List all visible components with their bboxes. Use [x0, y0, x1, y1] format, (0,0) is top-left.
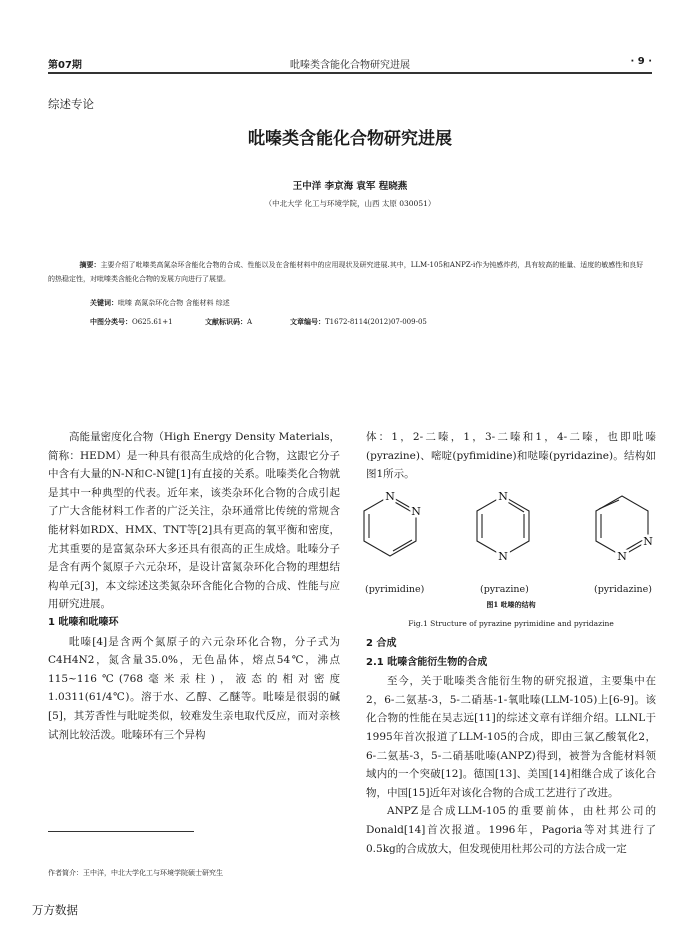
atom-label: N: [385, 490, 395, 503]
doc-code-label: 文献标识码：: [205, 317, 247, 326]
label-pyrazine: (pyrazine): [480, 584, 529, 595]
clc-value: O625.61+1: [132, 318, 173, 326]
atom-label: N: [617, 550, 627, 563]
authors: 王中洋 李京海 袁军 程晓燕: [292, 181, 408, 192]
abstract: [48, 258, 648, 286]
section-2-1-paragraph: 至今，关于吡嗪类含能衍生物的研究报道，主要集中在2，6-二氨基-3，5-二硝基-1-氧吡嗪(LLM-105)上[6-9]。该化合物的性能在吴志远[11]的综述文章有详细介绍。LLNL于1995年首次报道了LLM-105的合成，即由三氯乙酸氧化2，6-二氨基-3，5-二硝基吡嗪(ANPZ)得到，被誉为含能材料领域内的一个突破[12]。德国[13]、美国[14]相继合成了该化合物，中国[15]近年对该化合物的合成工艺进行了改进。: [366, 675, 656, 799]
section-1-paragraph: 吡嗪[4]是含两个氮原子的六元杂环化合物，分子式为C4H4N2，氮含量35.0%，无色晶体，熔点54℃，沸点115~116℃(768毫米汞柱)，液态的相对密度1.0311(61/4℃)。溶于水、乙醇、乙醚等。吡嗪是很弱的碱[5]，其芳香性与吡啶类似，较难发生亲电取代反应，而对亲核试剂比较活泼。吡嗪环有三个异构: [48, 635, 340, 741]
keywords: [90, 298, 230, 308]
column-name: 综述专论: [48, 97, 94, 111]
article-title: 吡嗪类含能化合物研究进展: [248, 129, 452, 149]
atom-label: N: [498, 490, 508, 503]
intro-paragraph: 高能量密度化合物（High Energy Density Materials，简称：HEDM）是一种具有很高生成焓的化合物，这跟它分子中含有大量的N-N和C-N键[1]有直接的关系。吡嗪类化合物就是其中一种典型的代表。近年来，该类杂环化合物的合成引起了广大含能材料工作者的广泛关注，杂环通常比传统的常规含能材料如RDX、HMX、TNT等[2]具有更高的氧平衡和密度，尤其重要的是富氮杂环大多还具有很高的正生成焓。吡嗪分子是含有两个氮原子六元杂环，是设计富氮杂环化合物的理想结构单元[3]，本文综述这类氮杂环含能化合物的合成、性能与应用研究进展。: [48, 431, 340, 611]
section-2-1-heading: 2.1 吡嗪含能衍生物的合成: [366, 656, 488, 668]
figure-caption-en: Fig.1 Structure of pyrazine pyrimidine and pyridazine: [408, 619, 614, 628]
clc-label: 中图分类号：: [90, 317, 132, 326]
pyrimidine-structure: [364, 496, 416, 556]
atom-label: N: [643, 535, 653, 548]
classification-line: [90, 317, 173, 327]
abstract-text: 主要介绍了吡嗪类高氮杂环含能化合物的合成、性能以及在含能材料中的应用现状及研究进展.其中，LLM-105和ANPZ-i作为钝感炸药，具有较高的能量、适度的敏感性和良好的热稳定性，对吡嗪类含能化合物的发展方向进行了展望。: [48, 261, 644, 283]
pyrazine-structure: [477, 496, 529, 556]
figure-1-structures: [358, 484, 658, 584]
right-column-body: [366, 635, 656, 858]
watermark: 万方数据: [32, 903, 78, 917]
issue-number: 第07期: [48, 60, 82, 71]
section-1-heading: 1 吡嗪和吡嗪环: [48, 616, 119, 628]
left-column: [48, 428, 340, 744]
pyridazine-structure: [596, 496, 648, 556]
document-code: [205, 317, 252, 327]
figure-caption-cn: 图1 吡嗪的结构: [486, 600, 536, 609]
keywords-text: 吡嗪 高氮杂环化合物 含能材料 综述: [118, 299, 230, 307]
article-no-value: T1672-8114(2012)07-009-05: [325, 318, 427, 326]
article-number: [290, 317, 427, 327]
anpz-paragraph: ANPZ是合成LLM-105的重要前体，由杜邦公司的Donald[14]首次报道。1996年，Pagoria等对其进行了0.5kg的合成放大，但发现使用杜邦公司的方法合成一定: [366, 805, 656, 855]
author-note: 作者简介：王中洋，中北大学化工与环境学院硕士研究生: [48, 869, 223, 877]
abstract-label: 摘要：: [79, 260, 101, 269]
isomer-paragraph: 体：1，2-二嗪，1，3-二嗪和1，4-二嗪，也即吡嗪(pyrazine)、嘧啶(pyfimidine)和哒嗪(pyridazine)。结构如图1所示。: [366, 431, 656, 481]
running-title: 吡嗪类含能化合物研究进展: [290, 60, 410, 71]
article-no-label: 文章编号：: [290, 317, 325, 326]
keywords-label: 关键词：: [90, 298, 118, 307]
affiliation: （中北大学 化工与环境学院，山西 太原 030051）: [264, 199, 436, 208]
page-number: · 9 ·: [630, 56, 652, 67]
footnote-rule: [48, 831, 194, 832]
label-pyrimidine: (pyrimidine): [365, 584, 425, 595]
atom-label: N: [498, 550, 508, 563]
label-pyridazine: (pyridazine): [594, 584, 652, 595]
atom-label: N: [411, 505, 421, 518]
doc-code-value: A: [247, 318, 253, 326]
section-2-heading: 2 合成: [366, 638, 397, 649]
header-rule: [48, 72, 652, 74]
